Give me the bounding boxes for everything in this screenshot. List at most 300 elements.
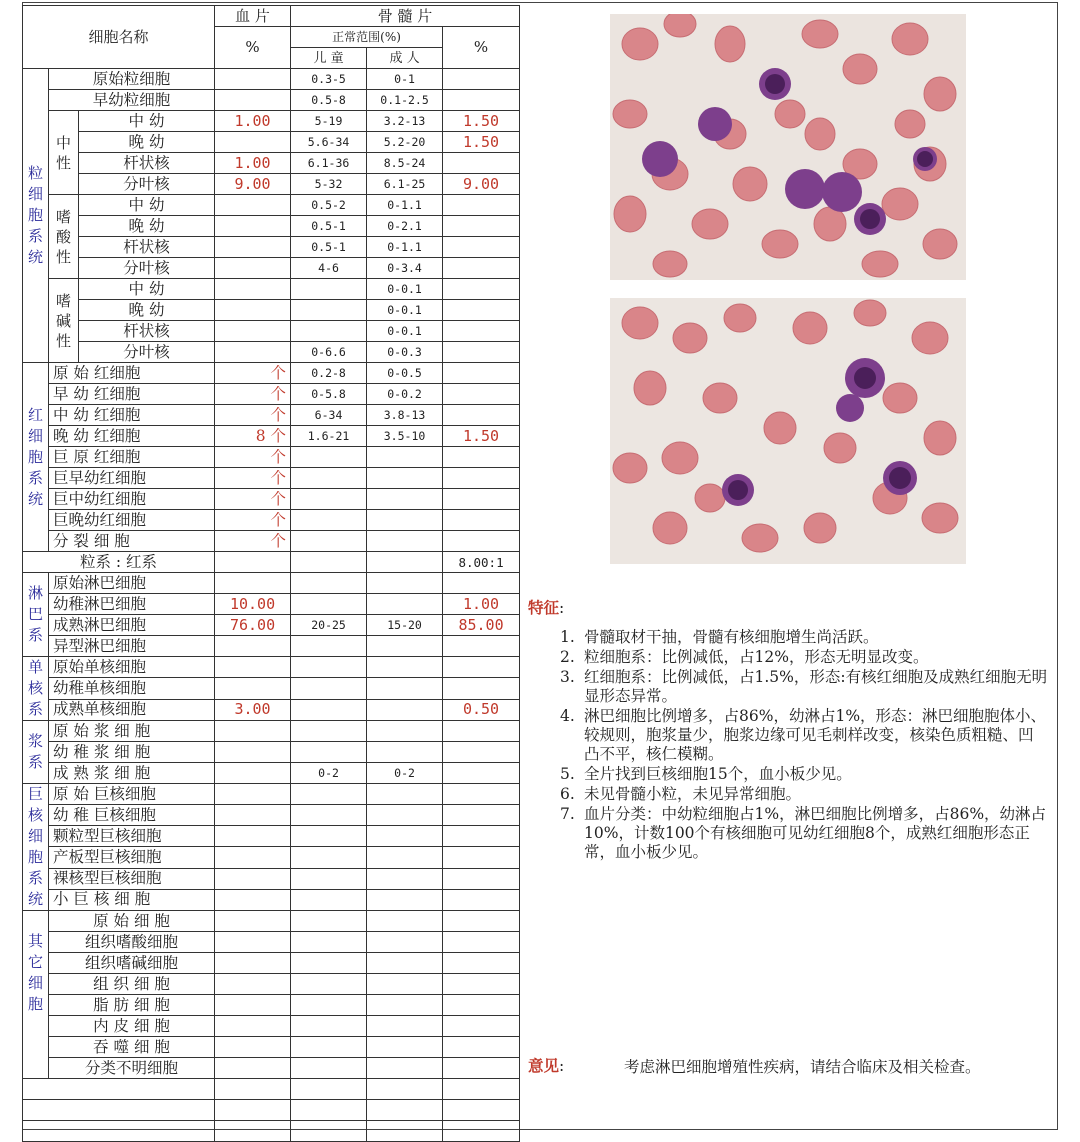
table-row [23, 932, 520, 953]
child-range: 5-32 [291, 174, 367, 195]
table-row [23, 974, 520, 995]
child-range [291, 279, 367, 300]
list-item [528, 805, 1048, 862]
blood-value: 8 个 [215, 426, 291, 447]
cell-name: 杆状核 [79, 153, 215, 174]
adult-range [367, 636, 443, 657]
adult-range: 3.5-10 [367, 426, 443, 447]
adult-range [367, 1058, 443, 1079]
adult-range [367, 1016, 443, 1037]
bm-value [443, 489, 520, 510]
blood-value [215, 342, 291, 363]
blood-value [215, 911, 291, 932]
table-row [23, 132, 520, 153]
table-row [23, 321, 520, 342]
child-range [291, 847, 367, 868]
child-range [291, 742, 367, 763]
adult-range [367, 868, 443, 889]
child-range: 4-6 [291, 258, 367, 279]
adult-range [367, 510, 443, 531]
child-range: 0-5.8 [291, 384, 367, 405]
blood-value [215, 847, 291, 868]
bm-value [443, 363, 520, 384]
adult-range [367, 974, 443, 995]
child-range [291, 510, 367, 531]
table-row [23, 995, 520, 1016]
cell-name: 晚 幼 红细胞 [49, 426, 215, 447]
features-label: 特征 [528, 599, 560, 617]
table-row [23, 363, 520, 384]
table-row [23, 1016, 520, 1037]
blank-row [23, 1079, 520, 1100]
adult-range: 0-0.1 [367, 321, 443, 342]
table-row [23, 258, 520, 279]
adult-range: 0.1-2.5 [367, 90, 443, 111]
bm-value [443, 1016, 520, 1037]
table-row [23, 342, 520, 363]
adult-range: 0-0.3 [367, 342, 443, 363]
header-children: 儿 童 [291, 48, 367, 69]
bm-value [443, 531, 520, 552]
adult-range: 3.8-13 [367, 405, 443, 426]
child-range: 0.5-1 [291, 216, 367, 237]
blood-value [215, 1058, 291, 1079]
opinion-colon: : [559, 1057, 565, 1075]
adult-range [367, 721, 443, 742]
cell-name: 分叶核 [79, 174, 215, 195]
cell-name: 异型淋巴细胞 [49, 636, 215, 657]
item-number: 2. [560, 648, 575, 666]
cell-name: 成 熟 浆 细 胞 [49, 763, 215, 784]
bm-value [443, 258, 520, 279]
cell-name: 原 始 红细胞 [49, 363, 215, 384]
item-text: 粒细胞系：比例减低，占12%，形态无明显改变。 [584, 648, 929, 666]
bm-value [443, 300, 520, 321]
child-range: 0.5-1 [291, 237, 367, 258]
table-row [23, 90, 520, 111]
cell-name: 中 幼 [79, 195, 215, 216]
adult-range: 0-0.5 [367, 363, 443, 384]
table-row [23, 531, 520, 552]
item-number: 6. [560, 785, 575, 803]
adult-range [367, 953, 443, 974]
blood-value: 1.00 [215, 153, 291, 174]
table-row [23, 300, 520, 321]
bm-value [443, 847, 520, 868]
blood-value [215, 868, 291, 889]
item-number: 4. [560, 707, 575, 725]
child-range [291, 468, 367, 489]
ratio-label: 粒系 : 红系 [23, 552, 215, 573]
adult-range [367, 784, 443, 805]
features-colon: : [559, 599, 565, 617]
blood-value: 个 [215, 531, 291, 552]
item-text: 全片找到巨核细胞15个，血小板少见。 [584, 765, 852, 783]
group-megakaryocyte: 巨核细胞系统 [23, 784, 49, 911]
item-number: 7. [560, 805, 575, 823]
ratio-value: 8.00:1 [443, 552, 520, 573]
cell-name: 杆状核 [79, 321, 215, 342]
adult-range [367, 742, 443, 763]
table-row [23, 763, 520, 784]
adult-range [367, 447, 443, 468]
group-other: 其它细胞 [23, 911, 49, 1079]
cell-name: 原 始 巨核细胞 [49, 784, 215, 805]
bm-value [443, 678, 520, 699]
bm-value [443, 1037, 520, 1058]
adult-range: 6.1-25 [367, 174, 443, 195]
blood-value [215, 1016, 291, 1037]
child-range [291, 995, 367, 1016]
table-row [23, 615, 520, 636]
adult-range [367, 995, 443, 1016]
blood-value: 个 [215, 384, 291, 405]
bm-value [443, 953, 520, 974]
cell-name: 分叶核 [79, 342, 215, 363]
cell-name: 杆状核 [79, 237, 215, 258]
blood-value: 10.00 [215, 594, 291, 615]
bm-value [443, 657, 520, 678]
subgroup-neutrophil: 中性 [49, 111, 79, 195]
item-text: 红细胞系：比例减低，占1.5%，形态:有核红细胞及成熟红细胞无明显形态异常。 [584, 668, 1048, 705]
cell-name: 分类不明细胞 [49, 1058, 215, 1079]
adult-range: 0-2 [367, 763, 443, 784]
table-row [23, 405, 520, 426]
adult-range [367, 531, 443, 552]
header-blood-smear: 血 片 [215, 6, 291, 27]
blood-value [215, 805, 291, 826]
child-range [291, 1037, 367, 1058]
bm-value [443, 763, 520, 784]
child-range [291, 805, 367, 826]
opinion-label: 意见 [528, 1057, 560, 1075]
cell-name: 组 织 细 胞 [49, 974, 215, 995]
item-number: 3. [560, 668, 575, 686]
blood-value [215, 763, 291, 784]
blood-value: 个 [215, 363, 291, 384]
blood-value [215, 300, 291, 321]
cell-name: 组织嗜酸细胞 [49, 932, 215, 953]
bm-value [443, 510, 520, 531]
child-range [291, 953, 367, 974]
bm-value [443, 932, 520, 953]
blood-value: 3.00 [215, 699, 291, 720]
blood-value [215, 826, 291, 847]
child-range: 0.3-5 [291, 69, 367, 90]
child-range [291, 489, 367, 510]
table-row [23, 721, 520, 742]
empty-cell [367, 552, 443, 573]
bm-value [443, 69, 520, 90]
cell-name: 巨中幼红细胞 [49, 489, 215, 510]
adult-range [367, 594, 443, 615]
bm-value: 1.00 [443, 594, 520, 615]
bm-value [443, 889, 520, 910]
adult-range [367, 826, 443, 847]
bm-value [443, 974, 520, 995]
bm-value: 9.00 [443, 174, 520, 195]
blood-value [215, 995, 291, 1016]
group-granulocyte: 粒细胞系统 [23, 69, 49, 363]
child-range [291, 636, 367, 657]
blood-value [215, 132, 291, 153]
child-range: 0-6.6 [291, 342, 367, 363]
blood-value [215, 974, 291, 995]
table-row [23, 847, 520, 868]
cell-name: 小 巨 核 细 胞 [49, 889, 215, 910]
bm-value [443, 321, 520, 342]
bm-value [443, 90, 520, 111]
blood-value: 9.00 [215, 174, 291, 195]
cell-name: 幼 稚 巨核细胞 [49, 805, 215, 826]
bm-value [443, 636, 520, 657]
child-range: 20-25 [291, 615, 367, 636]
table-row [23, 279, 520, 300]
item-number: 5. [560, 765, 575, 783]
table-row [23, 911, 520, 932]
cell-name: 幼 稚 浆 细 胞 [49, 742, 215, 763]
bm-value [443, 911, 520, 932]
ratio-row [23, 552, 520, 573]
subgroup-eosinophil: 嗜酸性 [49, 195, 79, 279]
adult-range [367, 657, 443, 678]
child-range [291, 932, 367, 953]
bm-value [443, 342, 520, 363]
adult-range [367, 468, 443, 489]
blood-value [215, 321, 291, 342]
header-normal-range: 正常范围(%) [291, 27, 443, 48]
table-row [23, 636, 520, 657]
subgroup-basophil: 嗜碱性 [49, 279, 79, 363]
bm-value [443, 216, 520, 237]
blood-value [215, 279, 291, 300]
item-text: 血片分类：中幼粒细胞占1%，淋巴细胞比例增多，占86%，幼淋占10%，计数100个有核细胞可见幼红细胞8个，成熟红细胞形态正常，血小板少见。 [584, 805, 1047, 861]
group-lymphocyte: 淋巴系 [23, 573, 49, 657]
child-range [291, 573, 367, 594]
adult-range [367, 889, 443, 910]
adult-range [367, 911, 443, 932]
blank-row [23, 1121, 520, 1142]
blood-value [215, 889, 291, 910]
adult-range: 0-1.1 [367, 237, 443, 258]
bone-marrow-micrograph-2 [610, 298, 966, 564]
child-range [291, 721, 367, 742]
cell-name: 幼稚淋巴细胞 [49, 594, 215, 615]
bm-value [443, 868, 520, 889]
cell-name: 中 幼 [79, 279, 215, 300]
child-range [291, 1058, 367, 1079]
table-row [23, 69, 520, 90]
bm-value [443, 742, 520, 763]
child-range [291, 300, 367, 321]
blood-value: 个 [215, 468, 291, 489]
cell-name: 巨早幼红细胞 [49, 468, 215, 489]
bm-value [443, 468, 520, 489]
adult-range: 0-2.1 [367, 216, 443, 237]
group-erythrocyte: 红细胞系统 [23, 363, 49, 552]
child-range: 5.6-34 [291, 132, 367, 153]
table-row [23, 111, 520, 132]
features-list [528, 628, 1048, 862]
blood-value [215, 678, 291, 699]
cell-name: 颗粒型巨核细胞 [49, 826, 215, 847]
adult-range: 0-0.1 [367, 279, 443, 300]
opinion-text: 考虑淋巴细胞增殖性疾病，请结合临床及相关检查。 [624, 1058, 981, 1076]
cell-name: 吞 噬 细 胞 [49, 1037, 215, 1058]
child-range [291, 699, 367, 720]
cell-name: 组织嗜碱细胞 [49, 953, 215, 974]
table-row [23, 826, 520, 847]
blood-value: 个 [215, 510, 291, 531]
bm-value: 1.50 [443, 426, 520, 447]
child-range [291, 657, 367, 678]
bm-value [443, 237, 520, 258]
table-row [23, 657, 520, 678]
bm-value: 1.50 [443, 111, 520, 132]
child-range: 0.2-8 [291, 363, 367, 384]
child-range [291, 826, 367, 847]
adult-range: 0-1.1 [367, 195, 443, 216]
blood-value [215, 932, 291, 953]
table-row [23, 699, 520, 720]
table-row [23, 510, 520, 531]
table-row [23, 953, 520, 974]
cell-name: 成熟单核细胞 [49, 699, 215, 720]
blank-row [23, 1100, 520, 1121]
features-section [528, 596, 1048, 863]
blood-value [215, 216, 291, 237]
child-range [291, 1016, 367, 1037]
table-row [23, 678, 520, 699]
table-row [23, 1037, 520, 1058]
cell-name: 幼稚单核细胞 [49, 678, 215, 699]
cell-name: 中 幼 [79, 111, 215, 132]
adult-range: 3.2-13 [367, 111, 443, 132]
child-range [291, 868, 367, 889]
blood-value [215, 90, 291, 111]
adult-range: 8.5-24 [367, 153, 443, 174]
bm-value [443, 153, 520, 174]
blood-value [215, 721, 291, 742]
child-range [291, 531, 367, 552]
header-bm-pct: % [443, 27, 520, 69]
child-range [291, 974, 367, 995]
adult-range: 15-20 [367, 615, 443, 636]
empty-cell [291, 552, 367, 573]
item-text: 未见骨髓小粒，未见异常细胞。 [584, 785, 802, 803]
blood-value [215, 1037, 291, 1058]
table-row [23, 426, 520, 447]
list-item [528, 668, 1048, 706]
table-row [23, 489, 520, 510]
blood-value [215, 573, 291, 594]
child-range [291, 911, 367, 932]
child-range [291, 678, 367, 699]
table-row [23, 216, 520, 237]
child-range [291, 321, 367, 342]
list-item [528, 707, 1048, 764]
blood-value [215, 742, 291, 763]
cell-name: 原 始 细 胞 [49, 911, 215, 932]
child-range: 0.5-2 [291, 195, 367, 216]
blood-value [215, 636, 291, 657]
bm-value [443, 384, 520, 405]
table-row [23, 174, 520, 195]
group-monocyte: 单核系 [23, 657, 49, 721]
blood-value [215, 195, 291, 216]
blood-value [215, 237, 291, 258]
cell-name: 原 始 浆 细 胞 [49, 721, 215, 742]
blood-value: 个 [215, 489, 291, 510]
opinion-section [528, 1054, 1048, 1076]
item-text: 骨髓取材干抽，骨髓有核细胞增生尚活跃。 [584, 628, 879, 646]
cell-name: 分 裂 细 胞 [49, 531, 215, 552]
table-row [23, 195, 520, 216]
cell-name: 早 幼 红细胞 [49, 384, 215, 405]
table-row [23, 805, 520, 826]
table-row [23, 384, 520, 405]
table-row [23, 889, 520, 910]
bm-value [443, 405, 520, 426]
table-row [23, 573, 520, 594]
child-range: 1.6-21 [291, 426, 367, 447]
child-range: 6-34 [291, 405, 367, 426]
list-item [528, 648, 1048, 667]
blood-value: 个 [215, 447, 291, 468]
cell-name: 晚 幼 [79, 132, 215, 153]
blood-value: 1.00 [215, 111, 291, 132]
adult-range [367, 699, 443, 720]
header-adults: 成 人 [367, 48, 443, 69]
cell-name: 巨 原 红细胞 [49, 447, 215, 468]
table-row [23, 447, 520, 468]
bm-value [443, 995, 520, 1016]
bm-value [443, 279, 520, 300]
list-item [528, 785, 1048, 804]
cell-name: 晚 幼 [79, 216, 215, 237]
bm-value: 85.00 [443, 615, 520, 636]
adult-range [367, 1037, 443, 1058]
list-item [528, 765, 1048, 784]
cell-count-table [22, 5, 520, 1142]
bone-marrow-micrograph-1 [610, 14, 966, 280]
table-row [23, 742, 520, 763]
item-number: 1. [560, 628, 575, 646]
group-plasma: 浆系 [23, 721, 49, 784]
cell-name: 分叶核 [79, 258, 215, 279]
adult-range: 0-1 [367, 69, 443, 90]
cell-name: 晚 幼 [79, 300, 215, 321]
cell-name: 成熟淋巴细胞 [49, 615, 215, 636]
blood-value [215, 784, 291, 805]
cell-name: 裸核型巨核细胞 [49, 868, 215, 889]
adult-range: 0-0.2 [367, 384, 443, 405]
bm-value [443, 573, 520, 594]
table-row [23, 237, 520, 258]
child-range: 5-19 [291, 111, 367, 132]
cell-name: 原始粒细胞 [49, 69, 215, 90]
adult-range [367, 932, 443, 953]
blood-value [215, 657, 291, 678]
blood-value [215, 258, 291, 279]
header-blood-pct: % [215, 27, 291, 69]
table-row [23, 784, 520, 805]
bm-value: 0.50 [443, 699, 520, 720]
bm-value [443, 784, 520, 805]
header-bone-marrow: 骨 髓 片 [291, 6, 520, 27]
bm-value [443, 826, 520, 847]
empty-cell [215, 552, 291, 573]
